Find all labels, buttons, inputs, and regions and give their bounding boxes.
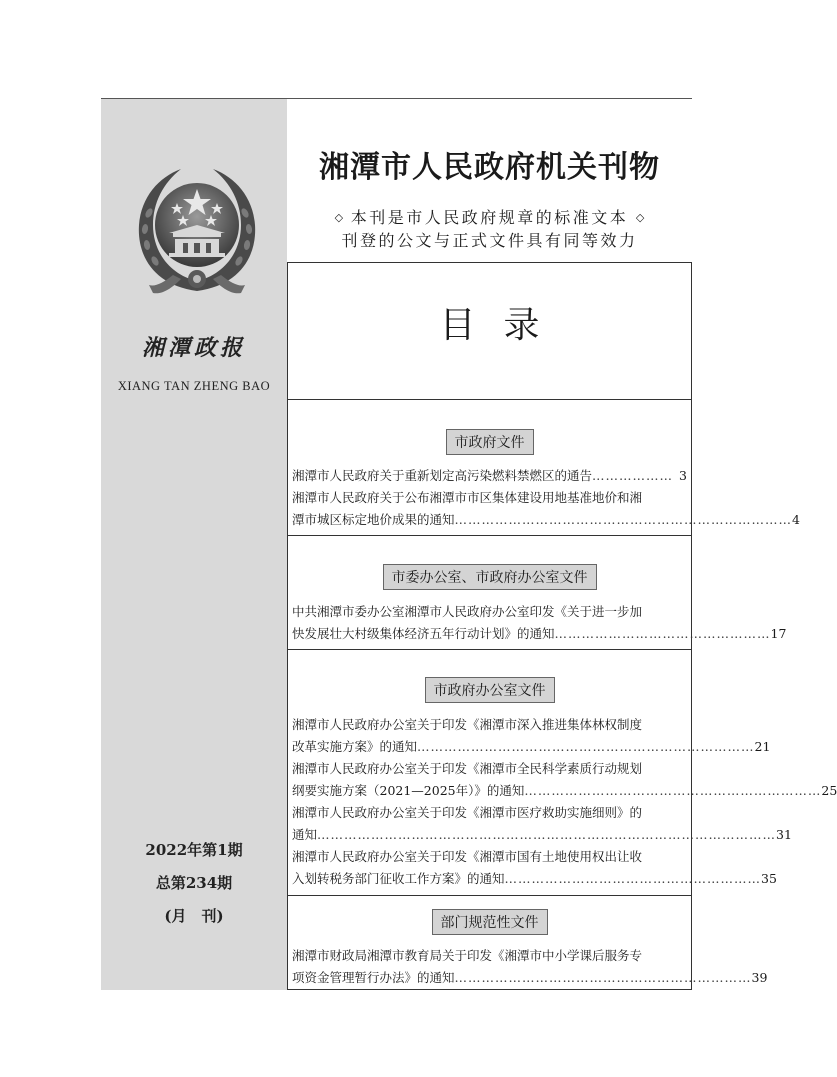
diamond-icon: ◇ <box>635 211 645 224</box>
page-number: 21 <box>754 739 771 754</box>
page-number: 17 <box>770 626 787 641</box>
total-issue-number: 总第234期 <box>155 874 233 892</box>
page-number: 31 <box>776 827 792 842</box>
brand-name-en: XIANG TAN ZHENG BAO <box>117 379 271 393</box>
page-number: 25 <box>821 783 837 798</box>
diamond-icon: ◇ <box>334 211 344 224</box>
section-label-department-documents: 部门规范性文件 <box>432 909 548 935</box>
toc-entry[interactable]: 湘潭市人民政府关于重新划定高污染燃料禁燃区的通告 ……………… 3 <box>292 465 687 487</box>
toc-entry[interactable]: 湘潭市人民政府办公室关于印发《湘潭市全民科学素质行动规划 纲要实施方案（2021—2025年）》的通知 ………………………………………………………… 25 <box>292 758 687 802</box>
subtitle-line-1 <box>287 205 692 228</box>
page-number: 4 <box>792 512 800 527</box>
subtitle-text-1: 本刊是市人民政府规章的标准文本 <box>350 208 629 227</box>
section-label-government-office: 市政府办公室文件 <box>425 677 555 703</box>
toc-entry[interactable]: 湘潭市人民政府关于公布湘潭市市区集体建设用地基准地价和湘 潭市城区标定地价成果的通知 ………………………………………………………………… 4 <box>292 487 687 531</box>
section-divider <box>288 399 691 400</box>
section-divider <box>288 535 691 536</box>
table-of-contents <box>287 262 837 990</box>
subtitle-line-2: 刊登的公文与正式文件具有同等效力 <box>341 231 638 250</box>
section-divider <box>288 895 691 896</box>
toc-entry[interactable]: 湘潭市人民政府办公室关于印发《湘潭市深入推进集体林权制度 改革实施方案》的通知 ………………………………………………………………… 21 <box>292 714 687 758</box>
page-number: 39 <box>751 970 768 985</box>
brand-name-cn: 湘潭政报 <box>141 335 246 361</box>
toc-entry[interactable]: 中共湘潭市委办公室湘潭市人民政府办公室印发《关于进一步加 快发展壮大村级集体经济五年行动计划》的通知 ………………………………………… 17 <box>292 601 687 645</box>
section-label-city-government: 市政府文件 <box>446 429 534 455</box>
section-divider <box>288 649 691 650</box>
sidebar <box>101 99 287 990</box>
issue-number: 2022年第1期 <box>145 841 243 859</box>
page-number: 3 <box>679 468 687 483</box>
page-title: 湘潭市人民政府机关刊物 <box>319 150 660 185</box>
toc-entry[interactable]: 湘潭市财政局湘潭市教育局关于印发《湘潭市中小学课后服务专 项资金管理暂行办法》的通知 ………………………………………………………… 39 <box>292 945 687 989</box>
toc-entry[interactable]: 湘潭市人民政府办公室关于印发《湘潭市医疗救助实施细则》的 通知 ………………………………………………………………………………………… 31 <box>292 802 687 846</box>
publication-frequency: (月 刊) <box>164 907 224 925</box>
page-number: 35 <box>761 871 777 886</box>
national-emblem-icon <box>133 163 261 299</box>
toc-title: 目录 <box>439 305 568 346</box>
toc-entry[interactable]: 湘潭市人民政府办公室关于印发《湘潭市国有土地使用权出让收 入划转税务部门征收工作方案》的通知 ………………………………………………… 35 <box>292 846 687 890</box>
section-label-party-office: 市委办公室、市政府办公室文件 <box>383 564 597 590</box>
